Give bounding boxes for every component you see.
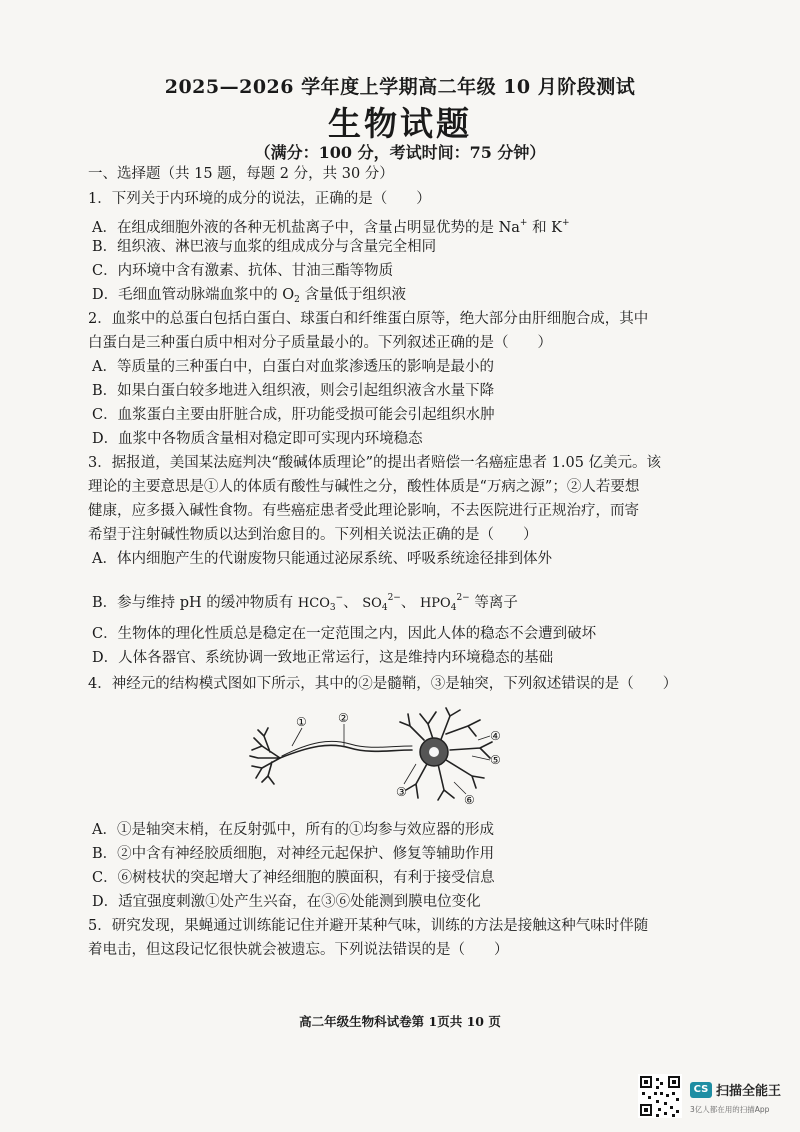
q4-option-b: B．②中含有神经胶质细胞，对神经元起保护、修复等辅助作用 — [92, 846, 495, 862]
neuron-label-4: ④ — [490, 729, 501, 743]
q3-option-a: A．体内细胞产生的代谢废物只能通过泌尿系统、呼吸系统途径排到体外 — [92, 551, 552, 567]
neuron-diagram — [240, 706, 520, 806]
q3-stem-line4: 希望于注射碱性物质以达到治愈目的。下列相关说法正确的是（ ） — [88, 527, 538, 543]
q1-option-b: B．组织液、淋巴液与血浆的组成成分与含量完全相同 — [92, 239, 437, 255]
ion-hpo4: $HPO_4^{2-}$ — [419, 593, 470, 613]
camscanner-name: 扫描全能王 — [716, 1084, 782, 1099]
q3-option-b: B．参与维持 pH 的缓冲物质有 $HCO_3^-$、 $SO_4^{2-}$、 $HPO_4^{2-}$ 等离子 — [92, 593, 518, 613]
q1-stem: 1．下列关于内环境的成分的说法，正确的是（ ） — [88, 191, 431, 207]
exam-info: （满分：100 分，考试时间：75 分钟） — [254, 143, 546, 162]
q2-option-b: B．如果白蛋白较多地进入组织液，则会引起组织液含水量下降 — [92, 383, 495, 399]
section-heading: 一、选择题（共 15 题，每题 2 分，共 30 分） — [88, 166, 394, 182]
q3-stem-line2: 理论的主要意思是①人的体质有酸性与碱性之分，酸性体质是“万病之源”；②人若要想 — [88, 479, 640, 495]
q5-stem-line1: 5．研究发现，果蝇通过训练能记住并避开某种气味，训练的方法是接触这种气味时伴随 — [88, 918, 649, 934]
q2-stem-line1: 2．血浆中的总蛋白包括白蛋白、球蛋白和纤维蛋白原等，绝大部分由肝细胞合成，其中 — [88, 311, 649, 327]
q5-stem-line2: 着电击，但这段记忆很快就会被遗忘。下列说法错误的是（ ） — [88, 942, 509, 958]
neuron-label-2: ② — [338, 711, 349, 725]
q2-option-a: A．等质量的三种蛋白中，白蛋白对血浆渗透压的影响是最小的 — [92, 359, 494, 375]
q4-option-a: A．①是轴突末梢，在反射弧中，所有的①均参与效应器的形成 — [92, 822, 494, 838]
camscanner-tagline: 3亿人都在用的扫描App — [690, 1105, 770, 1114]
q2-option-d: D．血浆中各物质含量相对稳定即可实现内环境稳态 — [92, 431, 423, 447]
camscanner-watermark — [638, 1074, 788, 1122]
q1-option-c: C．内环境中含有激素、抗体、甘油三酯等物质 — [92, 263, 394, 279]
ion-so4: $SO_4^{2-}$ — [362, 593, 401, 613]
q1-option-d: D．毛细血管动脉端血浆中的 $O_2$ 含量低于组织液 — [92, 287, 406, 305]
q3-option-c: C．生物体的理化性质总是稳定在一定范围之内，因此人体的稳态不会遭到破坏 — [92, 626, 597, 642]
q1-option-a: A．在组成细胞外液的各种无机盐离子中，含量占明显优势的是 Na+ 和 K+ — [92, 218, 570, 236]
q2-option-c: C．血浆蛋白主要由肝脏合成，肝功能受损可能会引起组织水肿 — [92, 407, 495, 423]
q4-option-d: D．适宜强度刺激①处产生兴奋，在③⑥处能测到膜电位变化 — [92, 894, 481, 910]
neuron-label-1: ① — [296, 715, 307, 729]
qr-code-icon — [638, 1074, 682, 1118]
subject-title: 生物试题 — [328, 104, 472, 143]
q3-stem-line3: 健康，应多摄入碱性食物。有些癌症患者受此理论影响，不去医院进行正规治疗，而寄 — [88, 503, 639, 519]
page-footer: 高二年级生物科试卷第 1页共 10 页 — [299, 1014, 501, 1029]
neuron-label-3: ③ — [396, 785, 407, 799]
q3-stem-line1: 3．据报道，美国某法庭判决“酸碱体质理论”的提出者赔偿一名癌症患者 1.05 亿美元。该 — [88, 455, 662, 471]
camscanner-logo: CS — [690, 1082, 712, 1098]
neuron-label-5: ⑤ — [490, 753, 501, 767]
q4-stem: 4．神经元的结构模式图如下所示，其中的②是髓鞘，③是轴突，下列叙述错误的是（ ） — [88, 676, 678, 692]
exam-title: 2025—2026 学年度上学期高二年级 10 月阶段测试 — [164, 76, 636, 98]
q2-stem-line2: 白蛋白是三种蛋白质中相对分子质量最小的。下列叙述正确的是（ ） — [88, 335, 552, 351]
ion-hco3: $HCO_3^-$ — [297, 593, 344, 613]
neuron-label-6: ⑥ — [464, 793, 475, 806]
q4-option-c: C．⑥树枝状的突起增大了神经细胞的膜面积，有利于接受信息 — [92, 870, 495, 886]
q3-option-d: D．人体各器官、系统协调一致地正常运行，这是维持内环境稳态的基础 — [92, 650, 554, 666]
